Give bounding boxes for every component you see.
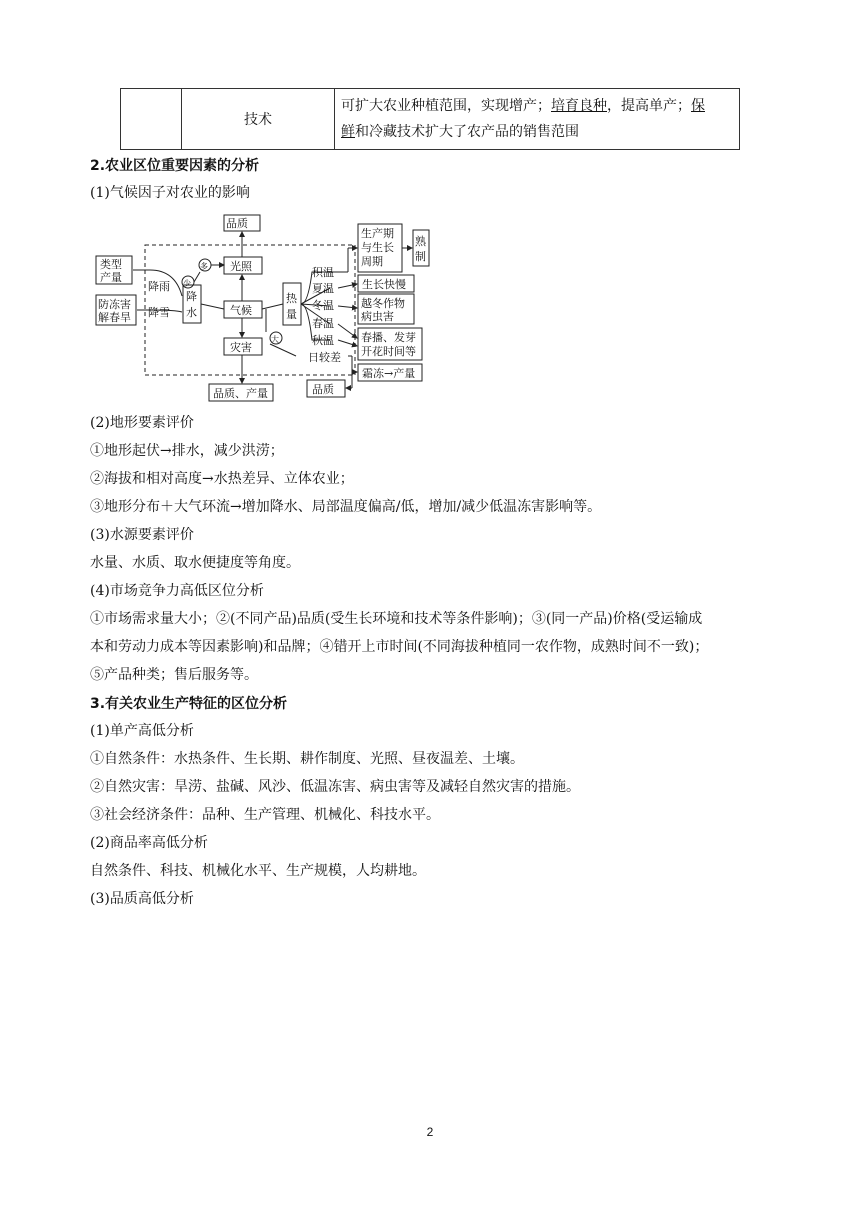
label-shuangdong: 霜冻→产量 (362, 367, 416, 380)
label-qiuwen: 秋温 (312, 334, 334, 347)
label-jiangyu: 降雨 (148, 280, 170, 293)
label-shengchanqi-2: 与生长 (361, 241, 394, 254)
label-shengchanqi-1: 生产期 (361, 227, 394, 240)
paragraph-line: ③地形分布＋大气环流→增加降水、局部温度偏高/低，增加/减少低温冻害影响等。 (90, 499, 602, 515)
row-label-cell: 技术 (182, 89, 335, 150)
subheading: (1)气候因子对农业的影响 (90, 185, 250, 201)
page-number: 2 (426, 1125, 434, 1139)
paragraph-line: ①地形起伏→排水，减少洪涝； (90, 443, 284, 459)
desc-text: ，提高单产； (607, 98, 691, 114)
technology-table (120, 88, 740, 150)
paragraph-line: ①自然条件：水热条件、生长期、耕作制度、光照、昼夜温差、土壤。 (90, 751, 524, 767)
label-reliang-2: 量 (286, 308, 297, 321)
section-heading: 3.有关农业生产特征的区位分析 (90, 696, 288, 712)
label-pinzhi-top: 品质 (226, 217, 248, 230)
label-qihou: 气候 (230, 304, 252, 317)
paragraph-line: 水量、水质、取水便捷度等角度。 (90, 555, 300, 571)
label-jiangxue: 降雪 (148, 306, 170, 319)
label-shengchanqi-3: 周期 (361, 255, 383, 268)
label-yuedong-1: 越冬作物 (361, 297, 405, 310)
label-pinzhi-chanliang: 品质、产量 (213, 387, 268, 400)
table-row (121, 89, 740, 150)
label-dongwen: 冬温 (312, 299, 334, 312)
subheading: (4)市场竞争力高低区位分析 (90, 583, 264, 599)
label-pinzhi-bottom: 品质 (312, 383, 334, 396)
label-yuedong-2: 病虫害 (361, 310, 394, 323)
paragraph-line: 本和劳动力成本等因素影响)和品牌；④错开上市时间(不同海拔种植同一农作物，成熟时间不一致)； (90, 639, 709, 655)
subheading: (2)商品率高低分析 (90, 835, 208, 851)
subheading: (3)品质高低分析 (90, 891, 194, 907)
label-fangdonghai-1: 防冻害 (98, 298, 131, 311)
empty-cell (121, 89, 182, 150)
subheading: (2)地形要素评价 (90, 415, 194, 431)
label-shao: 少 (183, 279, 191, 288)
climate-influence-diagram (90, 212, 430, 408)
description-cell (335, 89, 740, 150)
desc-text: 和冷藏技术扩大了农产品的销售范围 (355, 124, 579, 140)
label-guangzhao: 光照 (230, 260, 252, 273)
desc-underlined: 培育良种 (551, 98, 607, 114)
desc-text: 可扩大农业种植范围，实现增产； (341, 98, 551, 114)
section-heading: 2.农业区位重要因素的分析 (90, 158, 260, 174)
label-xiawen: 夏温 (312, 282, 334, 295)
label-reliang-1: 热 (286, 292, 297, 305)
subheading: (3)水源要素评价 (90, 527, 194, 543)
label-leixing-1: 类型 (100, 258, 122, 271)
label-chunbo-2: 开花时间等 (361, 345, 416, 358)
paragraph-line: ③社会经济条件：品种、生产管理、机械化、科技水平。 (90, 807, 440, 823)
label-da: 大 (271, 335, 279, 344)
paragraph-line: ②海拔和相对高度→水热差异、立体农业； (90, 471, 354, 487)
paragraph-line: 自然条件、科技、机械化水平、生产规模，人均耕地。 (90, 863, 426, 879)
desc-underlined: 鲜 (341, 124, 355, 140)
label-fangdonghai-2: 解春旱 (98, 311, 131, 324)
subheading: (1)单产高低分析 (90, 723, 194, 739)
label-leixing-2: 产量 (100, 271, 122, 284)
label-zaihai: 灾害 (230, 341, 252, 354)
paragraph-line: ②自然灾害：旱涝、盐碱、风沙、低温冻害、病虫害等及减轻自然灾害的措施。 (90, 779, 580, 795)
label-rijiaocha: 日较差 (308, 351, 341, 364)
paragraph-line: ①市场需求量大小；②(不同产品)品质(受生长环境和技术等条件影响)；③(同一产品)价格(受运输成 (90, 611, 703, 627)
label-shuzhi-1: 熟 (415, 235, 426, 248)
label-jiwen: 积温 (312, 266, 334, 279)
paragraph-line: ⑤产品种类；售后服务等。 (90, 667, 258, 683)
label-shuzhi-2: 制 (415, 250, 426, 263)
label-jiangshui-1: 降 (186, 290, 197, 303)
label-jiangshui-2: 水 (186, 306, 197, 319)
label-duo: 多 (200, 262, 208, 271)
label-shengzhang: 生长快慢 (362, 278, 406, 291)
desc-underlined: 保 (691, 98, 705, 114)
label-chunbo-1: 春播、发芽 (361, 331, 416, 344)
label-chunwen: 春温 (312, 317, 334, 330)
